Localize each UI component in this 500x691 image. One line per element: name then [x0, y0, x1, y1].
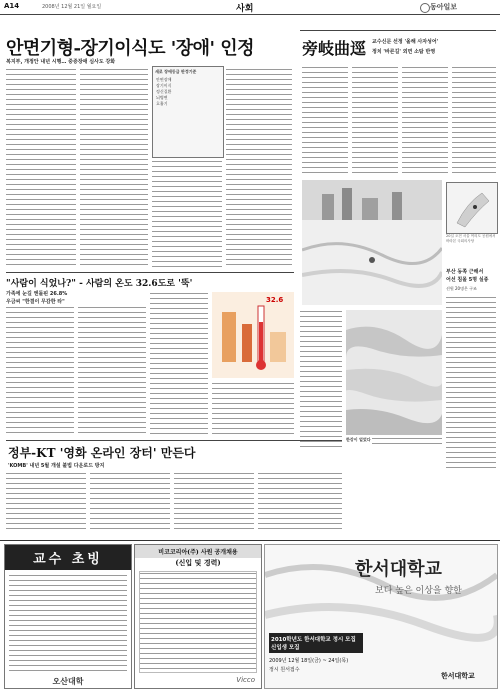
- hanseo-ad-banner: 2010학년도 한서대학교 정시 모집 신입생 모집: [269, 633, 363, 653]
- hanseo-ad: [264, 544, 498, 689]
- bicco-ad: [134, 544, 262, 689]
- temperature-value: 32.6: [266, 296, 284, 304]
- frozen-sea-photo: [346, 310, 442, 435]
- river-photo: [302, 180, 442, 305]
- weather-headline: "사람이 식었나?" - 사람의 온도 32.6도로 '뚝': [6, 279, 193, 289]
- main-body-col2: [80, 68, 148, 268]
- weather-body-col1: [6, 306, 74, 436]
- weather-body-col4: [212, 382, 294, 436]
- paper-logo-icon: [420, 3, 430, 13]
- second-headline: 정부-KT '영화 온라인 장터' 만든다: [8, 446, 196, 460]
- bicco-ad-title: 비코코리아(주) 사원 공개채용: [135, 545, 261, 558]
- second-body-col2: [90, 472, 170, 532]
- hanseo-ad-title: 한서대학교: [355, 559, 442, 580]
- section-name: 사회: [236, 4, 254, 14]
- bicco-ad-subtitle: (신입 및 경력): [175, 558, 221, 567]
- thermometer-image: [212, 292, 294, 378]
- page-header: [0, 0, 500, 15]
- sidebar-item: 호흡기: [156, 101, 168, 106]
- hanseo-ad-term-2: 정시 원서접수: [269, 667, 300, 673]
- map-inset: [446, 182, 498, 234]
- map-inset-image: [447, 183, 497, 233]
- weather-body-col3: [150, 292, 208, 436]
- faculty-ad-school: 오산대학: [52, 677, 84, 686]
- hanseo-ad-slogan: 보다 높은 이상을 향한: [375, 586, 462, 596]
- column-body-col2: [352, 66, 398, 176]
- second-body-col3: [174, 472, 254, 532]
- second-body-col4: [258, 472, 342, 532]
- page-number: A14: [4, 2, 20, 10]
- main-body-col3: [152, 160, 222, 268]
- column-subtitle-2: 정치 '바른길' 외면 소탐 반영: [372, 49, 436, 55]
- weather-sub-2: 우금씨 "한결이 무감한 타": [6, 299, 65, 305]
- faculty-ad: [4, 544, 132, 689]
- column-body-col5: [300, 310, 342, 450]
- weather-body-col2: [78, 306, 146, 436]
- bicco-brand: Vicco: [236, 676, 255, 684]
- frozen-subhead: 선원 20명은 구조: [446, 286, 477, 291]
- main-sidebar-box: [152, 66, 224, 158]
- sidebar-title: 새로 장애등급 판정기준: [155, 69, 197, 74]
- frozen-headline-2: 어선 침몰 5명 실종: [446, 277, 489, 283]
- hanseo-ad-term-1: 2009년 12월 18일(금) ~ 24일(목): [269, 658, 349, 664]
- main-subhead: 복지부, 개정안 내년 시행… 중증장애 심사도 강화: [6, 59, 116, 65]
- paper-name: 동아일보: [430, 3, 458, 11]
- photo-caption: 20일 오전 서울 여의도 공원에서 바라본 국회의사당: [446, 234, 496, 243]
- main-body-col1: [6, 68, 76, 268]
- hanseo-ad-logo: 한서대학교: [441, 672, 475, 680]
- column-body-col4: [452, 66, 496, 176]
- sidebar-item: 뇌병변: [156, 95, 168, 100]
- sidebar-item: 장기이식: [156, 83, 172, 88]
- river-photo-image: [302, 180, 442, 305]
- thermometer-graphic: [212, 292, 294, 378]
- second-subhead: 'KOMB' 내년 5월 개설 불법 다운로드 방지: [8, 463, 105, 469]
- photo-label: 한강이 얼었다: [346, 437, 371, 442]
- weather-sub-1: 가족에 눈길 엔돌핀 26.8%: [6, 291, 68, 297]
- frozen-sea-image: [346, 310, 442, 435]
- column-body-col3: [402, 66, 448, 176]
- column-subtitle: 교수신문 선정 '올해 사자성어': [372, 39, 439, 45]
- faculty-ad-title: 교수 초빙: [5, 545, 131, 570]
- main-headline: 안면기형-장기이식도 '장애' 인정: [6, 38, 255, 59]
- main-body-col4: [226, 68, 292, 268]
- sidebar-item: 안면장애: [156, 77, 172, 82]
- column-title: 旁岐曲逕: [302, 39, 367, 58]
- issue-date: 2008년 12월 21일 월요일: [42, 4, 102, 10]
- second-body-col1: [6, 472, 86, 532]
- frozen-headline-1: 부산 동쪽 근해서: [446, 269, 484, 275]
- column-body-col1: [302, 66, 348, 176]
- sidebar-item: 정신질환: [156, 89, 172, 94]
- frozen-body: [446, 296, 496, 471]
